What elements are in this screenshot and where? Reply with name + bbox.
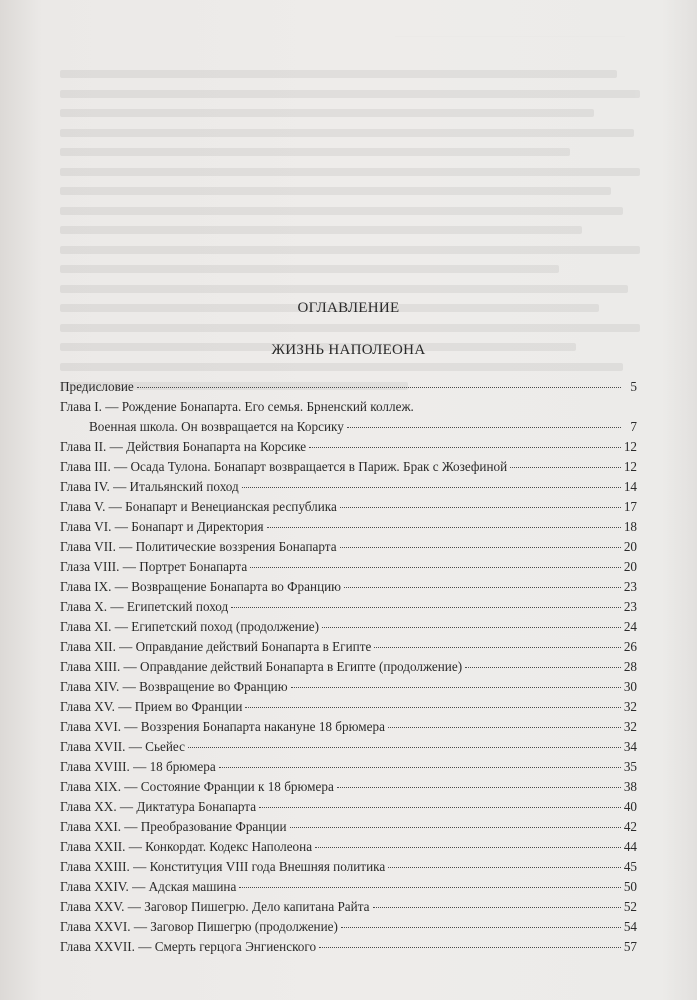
toc-entry-page: 17 xyxy=(623,499,637,514)
toc-entry-label: Глаза VIII. — Портрет Бонапарта xyxy=(60,559,248,574)
toc-entry[interactable] xyxy=(60,497,637,517)
toc-entry-page: 45 xyxy=(623,859,637,874)
toc-entry-page: 57 xyxy=(623,939,637,954)
dot-leader xyxy=(250,567,621,568)
dot-leader xyxy=(388,727,621,728)
toc-entry[interactable] xyxy=(60,517,637,537)
toc-entry-page: 34 xyxy=(623,739,637,754)
toc-entry[interactable] xyxy=(60,697,637,717)
toc-entry-label: Глава IX. — Возвращение Бонапарта во Францию xyxy=(60,579,342,594)
toc-entry[interactable] xyxy=(60,537,637,557)
toc-entry-label: Глава XXVII. — Смерть герцога Энгиенского xyxy=(60,939,317,954)
toc-entry-label: Глава XXIII. — Конституция VIII года Внешняя политика xyxy=(60,859,386,874)
toc-entry-page: 44 xyxy=(623,839,637,854)
toc-entry[interactable] xyxy=(60,817,637,837)
toc-entry-page: 42 xyxy=(623,819,637,834)
toc-entry-label: Глава XIII. — Оправдание действий Бонапарта в Египте (продолжение) xyxy=(60,659,463,674)
toc-entry[interactable] xyxy=(60,797,637,817)
toc-entry-label: Глава XII. — Оправдание действий Бонапарта в Египте xyxy=(60,639,372,654)
toc-entry-page: 20 xyxy=(623,559,637,574)
toc-entry[interactable] xyxy=(60,477,637,497)
toc-entry[interactable] xyxy=(60,437,637,457)
toc-entry[interactable] xyxy=(60,837,637,857)
dot-leader xyxy=(322,627,621,628)
toc-entry-page: 50 xyxy=(623,879,637,894)
dot-leader xyxy=(319,947,621,948)
toc-entry-page: 54 xyxy=(623,919,637,934)
dot-leader xyxy=(388,867,621,868)
toc-entry-label: Глава XIV. — Возвращение во Францию xyxy=(60,679,288,694)
toc-entry-page: 35 xyxy=(623,759,637,774)
dot-leader xyxy=(373,907,622,908)
toc-entry[interactable] xyxy=(60,557,637,577)
toc-entry-label: Глава VII. — Политические воззрения Бонапарта xyxy=(60,539,337,554)
dot-leader xyxy=(239,887,621,888)
dot-leader xyxy=(259,807,621,808)
toc-entry-page: 20 xyxy=(623,539,637,554)
dot-leader xyxy=(291,687,621,688)
toc-entry-page: 28 xyxy=(623,659,637,674)
dot-leader xyxy=(137,387,621,388)
dot-leader xyxy=(510,467,621,468)
toc-entry-page: 18 xyxy=(623,519,637,534)
toc-entry-label: Глава IV. — Итальянский поход xyxy=(60,479,239,494)
toc-entry-page: 30 xyxy=(623,679,637,694)
dot-leader xyxy=(337,787,621,788)
toc-entry-page: 23 xyxy=(623,579,637,594)
dot-leader xyxy=(309,447,621,448)
toc-entry[interactable] xyxy=(60,857,637,877)
toc-entry[interactable] xyxy=(60,937,637,957)
toc-entry-label: Глава XXI. — Преобразование Франции xyxy=(60,819,287,834)
toc-entry-label: Глава XI. — Египетский поход (продолжение) xyxy=(60,619,320,634)
dot-leader xyxy=(341,927,621,928)
table-of-contents xyxy=(60,377,637,957)
toc-entry-label: Глава I. — Рождение Бонапарта. Его семья. Брненский коллеж. xyxy=(60,399,414,414)
toc-entry[interactable] xyxy=(60,897,637,917)
toc-entry[interactable] xyxy=(60,577,637,597)
dot-leader xyxy=(340,507,621,508)
toc-entry-label: Глава XXVI. — Заговор Пишегрю (продолжение) xyxy=(60,919,338,934)
dot-leader xyxy=(219,767,621,768)
toc-entry-page: 52 xyxy=(623,899,637,914)
toc-entry-label: Глава XVI. — Воззрения Бонапарта накануне 18 брюмера xyxy=(60,719,385,734)
toc-entry-page: 12 xyxy=(623,459,637,474)
toc-entry-label: Глава XXIV. — Адская машина xyxy=(60,879,237,894)
toc-entry-label: Глава VI. — Бонапарт и Директория xyxy=(60,519,264,534)
dot-leader xyxy=(290,827,622,828)
toc-entry-page: 7 xyxy=(630,419,637,434)
dot-leader xyxy=(465,667,621,668)
toc-heading: ОГЛАВЛЕНИЕ xyxy=(297,300,400,316)
toc-entry-page: 38 xyxy=(623,779,637,794)
toc-entry[interactable] xyxy=(60,637,637,657)
toc-entry-page: 24 xyxy=(623,619,637,634)
dot-leader xyxy=(267,527,621,528)
toc-entry-label: Глава XVIII. — 18 брюмера xyxy=(60,759,216,774)
dot-leader xyxy=(340,547,621,548)
dot-leader xyxy=(188,747,621,748)
toc-entry-page: 40 xyxy=(623,799,637,814)
toc-entry[interactable] xyxy=(60,757,637,777)
toc-entry-label: Глава III. — Осада Тулона. Бонапарт возвращается в Париж. Брак с Жозефиной xyxy=(60,459,508,474)
toc-entry[interactable] xyxy=(60,617,637,637)
toc-entry[interactable] xyxy=(60,677,637,697)
toc-entry[interactable] xyxy=(60,737,637,757)
dot-leader xyxy=(315,847,621,848)
toc-entry[interactable] xyxy=(60,717,637,737)
toc-entry[interactable] xyxy=(60,877,637,897)
toc-entry-label: Глава XXV. — Заговор Пишегрю. Дело капитана Райта xyxy=(60,899,370,914)
toc-entry-page: 5 xyxy=(630,379,637,394)
toc-entry[interactable] xyxy=(60,597,637,617)
toc-entry-label: Глава XV. — Прием во Франции xyxy=(60,699,243,714)
toc-entry-label: Глава XIX. — Состояние Франции к 18 брюмера xyxy=(60,779,334,794)
section-title: ЖИЗНЬ НАПОЛЕОНА xyxy=(271,342,426,358)
toc-entry-label: Предисловие xyxy=(60,379,134,394)
toc-entry-label: Глава XX. — Диктатура Бонапарта xyxy=(60,799,257,814)
toc-entry-page: 32 xyxy=(623,719,637,734)
toc-entry-label: Военная школа. Он возвращается на Корсику xyxy=(89,419,344,434)
bleed-through-header xyxy=(395,22,625,37)
toc-entry-label: Глава X. — Египетский поход xyxy=(60,599,229,614)
toc-entry[interactable] xyxy=(60,457,637,477)
toc-entry-page: 23 xyxy=(623,599,637,614)
toc-entry[interactable] xyxy=(60,777,637,797)
toc-entry-page: 12 xyxy=(623,439,637,454)
toc-entry-label: Глава V. — Бонапарт и Венецианская республика xyxy=(60,499,337,514)
dot-leader xyxy=(347,427,621,428)
toc-entry-label: Глава XVII. — Сьейес xyxy=(60,739,185,754)
dot-leader xyxy=(374,647,621,648)
toc-entry-page: 32 xyxy=(623,699,637,714)
toc-entry[interactable] xyxy=(60,417,637,437)
toc-entry-page: 14 xyxy=(623,479,637,494)
dot-leader xyxy=(245,707,621,708)
toc-entry-page: 26 xyxy=(623,639,637,654)
dot-leader xyxy=(231,607,621,608)
toc-entry[interactable] xyxy=(60,917,637,937)
dot-leader xyxy=(242,487,621,488)
toc-entry[interactable] xyxy=(60,397,637,417)
toc-entry[interactable] xyxy=(60,657,637,677)
toc-entry-label: Глава II. — Действия Бонапарта на Корсике xyxy=(60,439,307,454)
toc-entry-label: Глава XXII. — Конкордат. Кодекс Наполеона xyxy=(60,839,313,854)
dot-leader xyxy=(344,587,621,588)
toc-entry[interactable] xyxy=(60,377,637,397)
